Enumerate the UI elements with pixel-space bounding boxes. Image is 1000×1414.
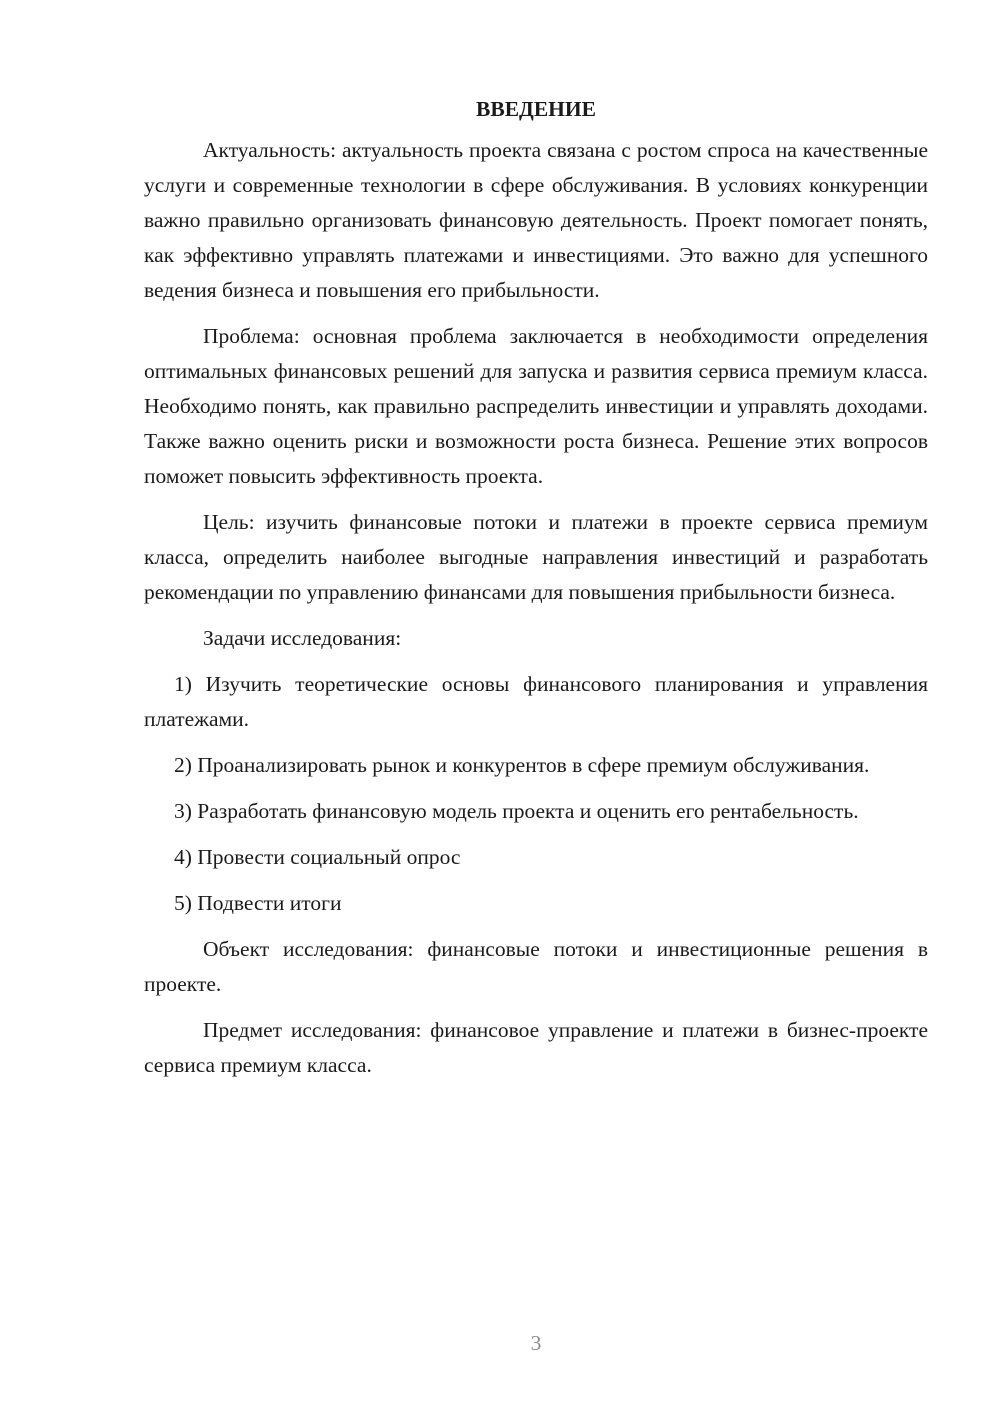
paragraph-goal: Цель: изучить финансовые потоки и платежи в проекте сервиса премиум класса, определить наиболее выгодные направления инвестиций и разработать рекомендации по управлению финансами для повышения прибыльности бизнеса. bbox=[144, 510, 928, 604]
section-title: ВВЕДЕНИЕ bbox=[476, 97, 596, 121]
paragraph-object: Объект исследования: финансовые потоки и инвестиционные решения в проекте. bbox=[144, 937, 928, 996]
paragraph-relevance: Актуальность: актуальность проекта связана с ростом спроса на качественные услуги и современные технологии в сфере обслуживания. В условиях конкуренции важно правильно организовать финансовую деятельность. Проект помогает понять, как эффективно управлять платежами и инвестициями. Это важно для успешного ведения бизнеса и повышения его прибыльности. bbox=[144, 138, 928, 302]
page-number: 3 bbox=[530, 1331, 542, 1355]
task-item-3: 3) Разработать финансовую модель проекта и оценить его рентабельность. bbox=[174, 799, 859, 823]
tasks-heading: Задачи исследования: bbox=[203, 626, 402, 650]
task-item-4: 4) Провести социальный опрос bbox=[174, 845, 461, 869]
task-item-2: 2) Проанализировать рынок и конкурентов в сфере премиум обслуживания. bbox=[174, 753, 870, 777]
paragraph-subject: Предмет исследования: финансовое управление и платежи в бизнес-проекте сервиса премиум класса. bbox=[144, 1018, 928, 1077]
document-page bbox=[144, 92, 928, 1094]
task-item-5: 5) Подвести итоги bbox=[174, 891, 342, 915]
paragraph-problem: Проблема: основная проблема заключается в необходимости определения оптимальных финансовых решений для запуска и развития сервиса премиум класса. Необходимо понять, как правильно распределить инвестиции и управлять доходами. Также важно оценить риски и возможности роста бизнеса. Решение этих вопросов поможет повысить эффективность проекта. bbox=[144, 324, 928, 488]
task-item-1: 1) Изучить теоретические основы финансового планирования и управления платежами. bbox=[144, 672, 928, 731]
